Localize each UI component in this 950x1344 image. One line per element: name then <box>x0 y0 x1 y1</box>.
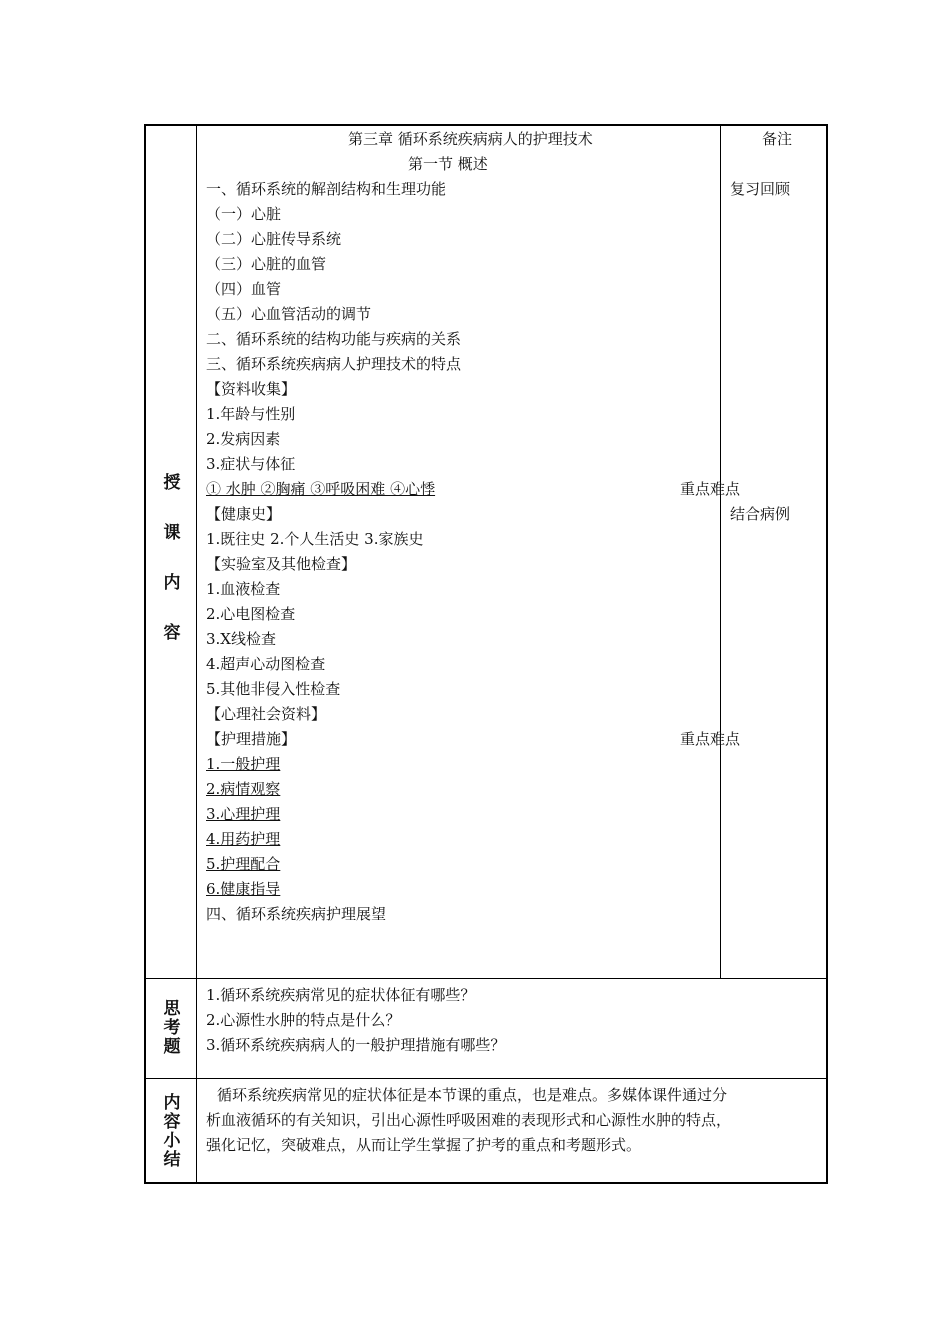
content-line: （五）心血管活动的调节 <box>206 305 372 323</box>
nursing-measure: 3.心理护理 <box>206 805 281 823</box>
content-line: 三、循环系统疾病病人护理技术的特点 <box>206 355 462 373</box>
summary-line: 析血液循环的有关知识，引出心源性呼吸困难的表现形式和心源性水肿的特点， <box>206 1111 732 1129</box>
content-line: 1.既往史 2.个人生活史 3.家族史 <box>206 530 424 548</box>
label-char: 小 <box>163 1131 181 1151</box>
content-line: 一、循环系统的解剖结构和生理功能 <box>206 180 447 198</box>
content-line: 2.发病因素 <box>206 430 281 448</box>
section-title: 第一节 概述 <box>408 155 488 173</box>
content-line: （二）心脏传导系统 <box>206 230 342 248</box>
content-line: 【资料收集】 <box>206 380 297 398</box>
content-line: 3.X线检查 <box>206 630 276 648</box>
chapter-title: 第三章 循环系统疾病病人的护理技术 <box>348 130 593 148</box>
content-line: （四）血管 <box>206 280 282 298</box>
content-line: 1.年龄与性别 <box>206 405 296 423</box>
label-char: 内 <box>163 1093 181 1113</box>
remark-key-difficult: 重点难点 <box>680 480 741 498</box>
label-column-divider <box>196 125 197 1183</box>
label-char: 思 <box>163 999 181 1019</box>
label-char: 题 <box>163 1037 181 1057</box>
content-line: 5.其他非侵入性检查 <box>206 680 341 698</box>
question-item: 2.心源性水肿的特点是什么？ <box>206 1011 401 1029</box>
row-divider-1 <box>145 978 827 979</box>
summary-line: 循环系统疾病常见的症状体征是本节课的重点，也是难点。多媒体课件通过分 <box>217 1086 728 1104</box>
label-char: 考 <box>163 1018 181 1038</box>
content-line: 2.心电图检查 <box>206 605 296 623</box>
remarks-header: 备注 <box>762 130 793 148</box>
content-line: 3.症状与体征 <box>206 455 296 473</box>
content-line: 【实验室及其他检查】 <box>206 555 357 573</box>
nursing-measure: 2.病情观察 <box>206 780 281 798</box>
remark-review: 复习回顾 <box>730 180 791 198</box>
content-line: （三）心脏的血管 <box>206 255 327 273</box>
summary-line: 强化记忆，突破难点，从而让学生掌握了护考的重点和考题形式。 <box>206 1136 642 1154</box>
label-char: 授 <box>163 473 181 493</box>
label-char: 内 <box>163 573 181 593</box>
symptom-list: ① 水肿 ②胸痛 ③呼吸困难 ④心悸 <box>206 480 436 498</box>
question-item: 1.循环系统疾病常见的症状体征有哪些？ <box>206 986 476 1004</box>
remarks-column-divider <box>720 125 721 978</box>
content-line: 【健康史】 <box>206 505 282 523</box>
nursing-measure: 4.用药护理 <box>206 830 281 848</box>
summary-label <box>152 1094 192 1170</box>
nursing-measure: 6.健康指导 <box>206 880 281 898</box>
label-char: 容 <box>163 1112 181 1132</box>
label-char: 容 <box>163 623 181 643</box>
content-line: 4.超声心动图检查 <box>206 655 326 673</box>
thinking-questions-label <box>152 1000 192 1057</box>
nursing-measure: 1.一般护理 <box>206 755 281 773</box>
content-line: 二、循环系统的结构功能与疾病的关系 <box>206 330 462 348</box>
remark-with-cases: 结合病例 <box>730 505 791 523</box>
remark-key-difficult: 重点难点 <box>680 730 741 748</box>
teaching-content-label <box>152 468 192 668</box>
nursing-measure: 5.护理配合 <box>206 855 281 873</box>
content-line: 【心理社会资料】 <box>206 705 327 723</box>
row-divider-2 <box>145 1078 827 1079</box>
content-line: 【护理措施】 <box>206 730 297 748</box>
question-item: 3.循环系统疾病病人的一般护理措施有哪些？ <box>206 1036 506 1054</box>
content-line: （一）心脏 <box>206 205 282 223</box>
label-char: 结 <box>163 1150 181 1170</box>
content-line: 1.血液检查 <box>206 580 281 598</box>
content-line: 四、循环系统疾病护理展望 <box>206 905 387 923</box>
label-char: 课 <box>163 523 181 543</box>
